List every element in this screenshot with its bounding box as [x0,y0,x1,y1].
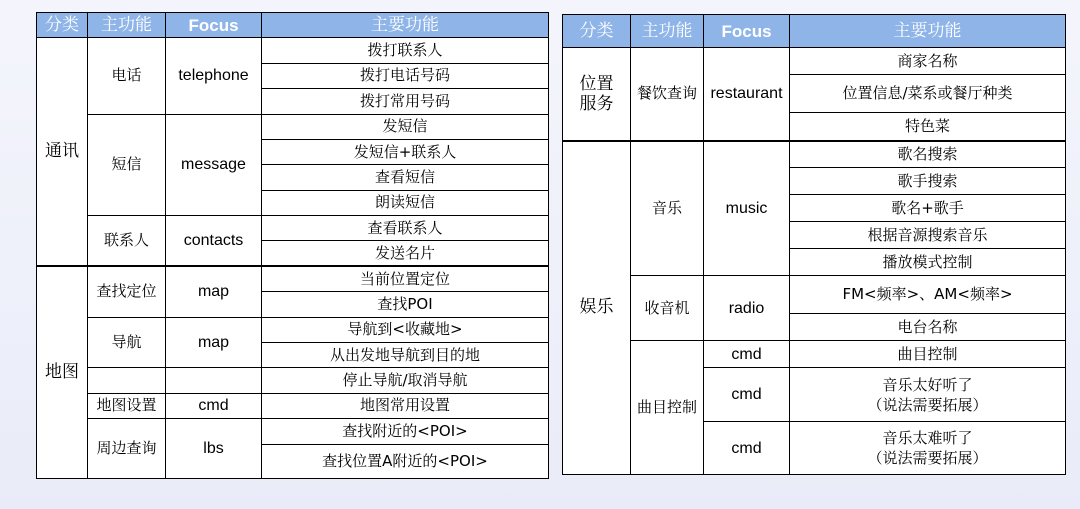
focus-cell: restaurant [704,48,790,141]
function-item: 查找附近的<POI> [262,419,549,445]
focus-cell: cmd [166,393,262,418]
table-row [37,114,549,139]
main-function-cell: 收音机 [631,276,704,341]
main-function-cell-empty [88,368,166,393]
function-item: 查找位置A附近的<POI> [262,445,549,479]
header-main-function: 主功能 [88,13,166,38]
table-row [563,48,1066,75]
function-item: 拨打联系人 [262,38,549,63]
header-category: 分类 [37,13,88,38]
focus-cell: message [166,114,262,216]
table-row [37,393,549,418]
main-function-cell: 周边查询 [88,419,166,479]
category-line: 位置 [579,73,614,94]
category-line: 服务 [579,93,614,114]
function-item: 停止导航/取消导航 [262,368,549,393]
function-item: FM<频率>、AM<频率> [790,276,1066,314]
focus-cell: radio [704,276,790,341]
focus-cell: music [704,141,790,276]
main-function-cell: 餐饮查询 [631,48,704,141]
function-item: 查找POI [262,292,549,317]
function-item-line: 音乐太好听了 [882,375,973,394]
main-function-cell: 导航 [88,317,166,368]
main-function-cell: 地图设置 [88,393,166,418]
function-item: 根据音源搜索音乐 [790,222,1066,249]
function-item: 查看联系人 [262,216,549,241]
function-item: 歌名+歌手 [790,195,1066,222]
focus-cell: map [166,266,262,317]
function-item: 发短信+联系人 [262,139,549,164]
focus-cell: map [166,317,262,368]
header-row [37,13,549,38]
function-item-note: （说法需要拓展） [867,395,988,414]
function-item [790,368,1066,422]
focus-cell: cmd [704,368,790,422]
header-focus: Focus [166,13,262,38]
function-item: 特色菜 [790,113,1066,141]
function-item: 发送名片 [262,241,549,266]
table-row [37,419,549,445]
right-function-table [562,14,1066,475]
left-function-table [36,12,549,479]
main-function-cell: 音乐 [631,141,704,276]
table-row [37,266,549,291]
function-item: 拨打电话号码 [262,63,549,88]
main-function-cell: 查找定位 [88,266,166,317]
main-function-cell: 联系人 [88,216,166,267]
function-item: 地图常用设置 [262,393,549,418]
category-cell: 通讯 [37,38,88,266]
header-category: 分类 [563,15,631,48]
header-key-functions: 主要功能 [262,13,549,38]
function-item: 播放模式控制 [790,249,1066,276]
function-item: 歌名搜索 [790,141,1066,168]
function-item: 从出发地导航到目的地 [262,342,549,367]
table-row [37,317,549,342]
focus-cell: lbs [166,419,262,479]
function-item: 商家名称 [790,48,1066,75]
function-item: 当前位置定位 [262,266,549,291]
category-cell: 地图 [37,266,88,478]
function-item: 位置信息/菜系或餐厅种类 [790,75,1066,113]
function-item: 查看短信 [262,165,549,190]
function-item: 朗读短信 [262,190,549,215]
table-row [563,276,1066,314]
focus-cell: cmd [704,422,790,475]
function-item-line: 音乐太难听了 [882,429,973,447]
header-main-function: 主功能 [631,15,704,48]
table-row [37,368,549,393]
main-function-cell: 短信 [88,114,166,216]
function-item: 电台名称 [790,314,1066,341]
function-item [790,422,1066,475]
category-cell [563,48,631,141]
table-row [37,38,549,63]
header-row [563,15,1066,48]
function-item: 发短信 [262,114,549,139]
function-item: 导航到<收藏地> [262,317,549,342]
function-item: 歌手搜索 [790,168,1066,195]
table-row [563,341,1066,368]
function-item: 拨打常用号码 [262,89,549,114]
table-row [37,216,549,241]
focus-cell: contacts [166,216,262,267]
focus-cell: cmd [704,341,790,368]
focus-cell-empty [166,368,262,393]
main-function-cell: 电话 [88,38,166,114]
header-key-functions: 主要功能 [790,15,1066,48]
table-row [563,141,1066,168]
function-item-note: （说法需要拓展） [867,449,988,467]
category-cell: 娱乐 [563,141,631,475]
main-function-cell: 曲目控制 [631,341,704,475]
focus-cell: telephone [166,38,262,114]
function-item: 曲目控制 [790,341,1066,368]
header-focus: Focus [704,15,790,48]
